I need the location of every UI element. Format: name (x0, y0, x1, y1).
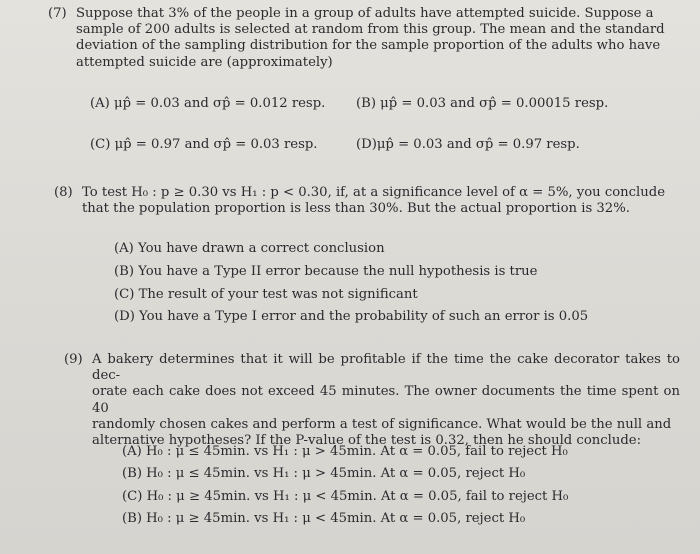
question-8-text (82, 185, 680, 217)
question-8-line-2: that the population proportion is less than 30%. But the actual proportion is 32%. (82, 201, 630, 217)
question-9-line-3: randomly chosen cakes and perform a test of significance. What would be the null and (92, 416, 672, 432)
question-8-line-1: To test H₀ : p ≥ 0.30 vs H₁ : p < 0.30, if, at a significance level of α = 5%, you conclude (82, 185, 666, 200)
question-9-option-a[interactable]: (A) H₀ : μ ≤ 45min. vs H₁ : μ > 45min. At α = 0.05, fail to reject H₀ (122, 444, 568, 459)
question-7-option-c[interactable]: (C) μp̂ = 0.97 and σp̂ = 0.03 resp. (90, 137, 318, 152)
question-7-number: (7) (48, 6, 67, 21)
question-7-option-d[interactable]: (D)μp̂ = 0.03 and σp̂ = 0.97 resp. (356, 137, 580, 152)
question-9-number: (9) (64, 352, 83, 367)
question-7-text (76, 6, 680, 71)
question-9-line-1: A bakery determines that it will be profitable if the time the cake decorator takes to dec- (92, 352, 680, 384)
question-7-line-2: sample of 200 adults is selected at random from this group. The mean and the standard (76, 22, 665, 38)
question-7-option-a[interactable]: (A) μp̂ = 0.03 and σp̂ = 0.012 resp. (90, 96, 326, 111)
question-7-option-b[interactable]: (B) μp̂ = 0.03 and σp̂ = 0.00015 resp. (356, 96, 609, 111)
question-9-option-b[interactable]: (B) H₀ : μ ≤ 45min. vs H₁ : μ > 45min. At α = 0.05, reject H₀ (122, 466, 526, 481)
question-7-line-4: attempted suicide are (approximately) (76, 54, 333, 70)
question-8-option-d[interactable]: (D) You have a Type I error and the probability of such an error is 0.05 (114, 309, 589, 324)
question-9-line-2: orate each cake does not exceed 45 minutes. The owner documents the time spent on 40 (92, 384, 680, 416)
question-7-line-1: Suppose that 3% of the people in a group of adults have attempted suicide. Suppose a (76, 6, 654, 21)
question-7-line-3: deviation of the sampling distribution for the sample proportion of the adults who have (76, 38, 661, 54)
question-9-line-4: alternative hypotheses? If the P-value of the test is 0.32, then he should conclude: (92, 433, 642, 449)
question-8-option-c[interactable]: (C) The result of your test was not significant (114, 287, 418, 302)
question-8 (54, 185, 680, 217)
question-9-text (92, 352, 680, 449)
question-8-option-a[interactable]: (A) You have drawn a correct conclusion (114, 241, 385, 256)
question-8-number: (8) (54, 185, 73, 200)
question-8-option-b[interactable]: (B) You have a Type II error because the null hypothesis is true (114, 264, 538, 279)
question-9-option-d[interactable]: (B) H₀ : μ ≥ 45min. vs H₁ : μ < 45min. At α = 0.05, reject H₀ (122, 511, 526, 526)
question-7 (48, 6, 680, 71)
question-9 (64, 352, 680, 449)
question-9-option-c[interactable]: (C) H₀ : μ ≥ 45min. vs H₁ : μ < 45min. At α = 0.05, fail to reject H₀ (122, 489, 569, 504)
